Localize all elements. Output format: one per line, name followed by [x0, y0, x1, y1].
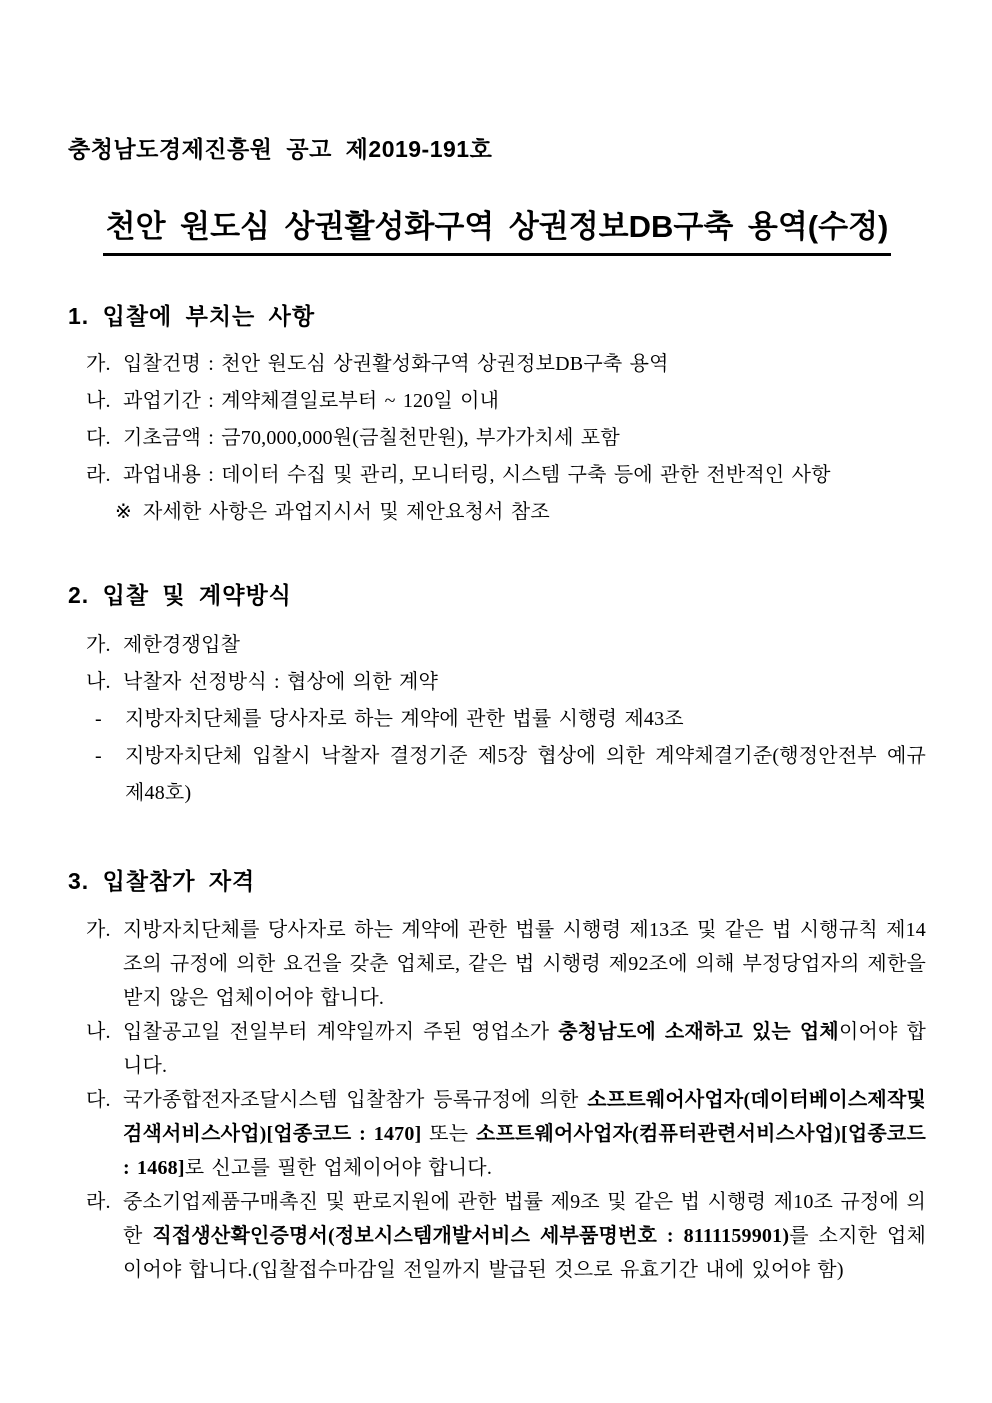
text-run: 입찰건명 : 천안 원도심 상권활성화구역 상권정보DB구축 용역 — [123, 353, 669, 375]
section-heading: 1. 입찰에 부치는 사항 — [68, 303, 316, 329]
text-run: 과업내용 : 데이터 수집 및 관리, 모니터링, 시스템 구축 등에 관한 전반적인 사항 — [123, 464, 831, 486]
item-label: 가. — [86, 634, 111, 656]
item-label: 라. — [86, 1191, 111, 1213]
list-item — [68, 1083, 926, 1185]
section-items — [68, 913, 926, 1287]
list-item — [68, 913, 926, 1015]
list-item — [68, 627, 926, 664]
text-run: 지방자치단체를 당사자로 하는 계약에 관한 법률 시행령 제43조 — [125, 708, 684, 730]
section — [68, 580, 926, 812]
item-label: 가. — [86, 919, 111, 941]
section-heading: 3. 입찰참가 자격 — [68, 868, 256, 894]
list-item — [68, 701, 926, 738]
text-run: 또는 — [421, 1123, 476, 1145]
bold-text-run: 소프트웨어사업자(컴퓨터관련서비스사업)[업종코드 : 1468] — [123, 1123, 926, 1179]
document-content — [0, 132, 992, 1287]
list-item — [68, 383, 926, 420]
bold-text-run: 소프트웨어사업자(데이터베이스제작및검색서비스사업)[업종코드 : 1470] — [123, 1089, 926, 1145]
list-item — [68, 738, 926, 812]
item-label: - — [95, 708, 102, 730]
item-label: 나. — [86, 390, 111, 412]
item-label: 다. — [86, 427, 111, 449]
section-items — [68, 346, 926, 531]
page-title: 천안 원도심 상권활성화구역 상권정보DB구축 용역(수정) — [103, 206, 892, 256]
item-label: - — [95, 745, 102, 767]
section — [68, 866, 926, 1287]
item-label: 라. — [86, 464, 111, 486]
text-run: 중소기업제품구매촉진 및 판로지원에 관한 법률 제9조 및 같은 법 시행령 제10조 규정에 의한 — [123, 1191, 926, 1247]
list-item — [68, 494, 926, 531]
text-run: 지방자치단체를 당사자로 하는 계약에 관한 법률 시행령 제13조 및 같은 법 시행규칙 제14조의 규정에 의한 요건을 갖춘 업체로, 같은 법 시행령 제92조에 의해 부정당업자의 제한을 받지 않은 업체이어야 합니다. — [123, 919, 926, 1009]
text-run: 과업기간 : 계약체결일로부터 ~ 120일 이내 — [123, 390, 500, 412]
list-item — [68, 346, 926, 383]
section-heading: 2. 입찰 및 계약방식 — [68, 582, 292, 608]
list-item — [68, 420, 926, 457]
item-label: 다. — [86, 1089, 111, 1111]
section — [68, 301, 926, 531]
bold-text-run: 직접생산확인증명서(정보시스템개발서비스 세부품명번호 : 8111159901) — [152, 1225, 790, 1247]
item-label: 나. — [86, 1021, 111, 1043]
announcement-number: 충청남도경제진흥원 공고 제2019-191호 — [68, 136, 493, 162]
item-label: 나. — [86, 671, 111, 693]
title-row — [68, 206, 926, 256]
text-run: 낙찰자 선정방식 : 협상에 의한 계약 — [123, 671, 439, 693]
text-run: 자세한 사항은 과업지시서 및 제안요청서 참조 — [143, 501, 550, 523]
text-run: 를 소지한 업체이어야 합니다.(입찰접수마감일 전일까지 발급된 것으로 유효기간 내에 있어야 함) — [123, 1225, 926, 1281]
text-run: 기초금액 : 금70,000,000원(금칠천만원), 부가가치세 포함 — [123, 427, 620, 449]
bold-text-run: 충청남도에 소재하고 있는 업체 — [558, 1021, 839, 1043]
text-run: 제한경쟁입찰 — [123, 634, 241, 656]
item-label: 가. — [86, 353, 111, 375]
item-label: ※ — [115, 501, 132, 523]
text-run: 국가종합전자조달시스템 입찰참가 등록규정에 의한 — [123, 1089, 588, 1111]
section-items — [68, 627, 926, 812]
list-item — [68, 664, 926, 701]
text-run: 지방자치단체 입찰시 낙찰자 결정기준 제5장 협상에 의한 계약체결기준(행정안전부 예규 제48호) — [125, 745, 926, 804]
text-run: 이어야 합니다. — [123, 1021, 927, 1077]
list-item — [68, 1185, 926, 1287]
sections-container — [68, 301, 926, 1287]
text-run: 입찰공고일 전일부터 계약일까지 주된 영업소가 — [123, 1021, 559, 1043]
list-item — [68, 1015, 926, 1083]
list-item — [68, 457, 926, 494]
text-run: 로 신고를 필한 업체이어야 합니다. — [184, 1157, 493, 1179]
